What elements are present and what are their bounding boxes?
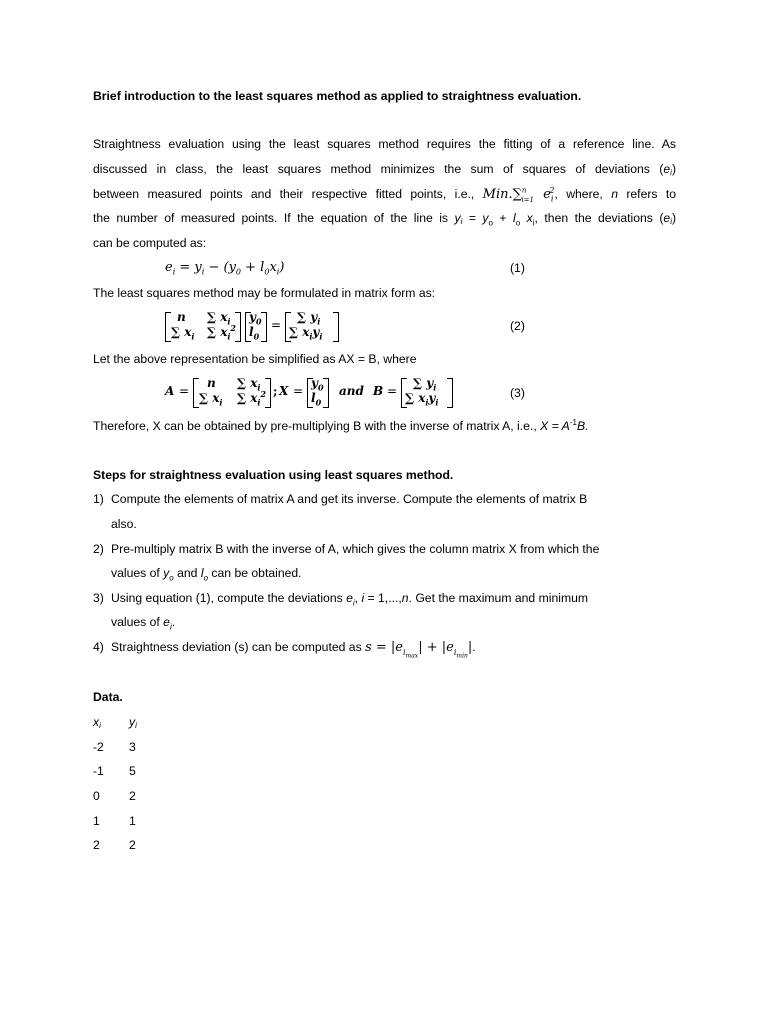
simplify-text: Let the above representation be simplified as AX = B, where xyxy=(93,352,417,366)
step-3-number: 3) xyxy=(93,591,104,605)
data-cell-x: 0 xyxy=(93,789,100,803)
step-2-line-2: values of $y_o$ and $l_o$ can be obtained. xyxy=(111,566,302,583)
intro-line-3-text: between measured points and their respective fitted points, i.e., xyxy=(93,187,475,201)
intro-line-4-text: the number of measured points. If the equation of the line is xyxy=(93,211,449,225)
step-3-line-1: Using equation (1), compute the deviations $e_i$, i = 1,...,n. Get the maximum and minimum xyxy=(111,591,589,608)
intro-line-2 xyxy=(93,162,676,180)
min-label: Min. xyxy=(482,187,513,202)
intro-line-2-sub: i xyxy=(670,168,672,177)
equation-3-label: (3) xyxy=(510,386,525,400)
step-3-maxmin: . Get the maximum and minimum xyxy=(408,591,589,605)
data-cell-y: 3 xyxy=(129,740,136,754)
intro-line-5: can be computed as: xyxy=(93,236,207,250)
step-2-obtained: can be obtained. xyxy=(211,566,302,580)
step-2-values-of: values of xyxy=(111,566,160,580)
data-cell-y: 5 xyxy=(129,764,136,778)
header-y-text: y xyxy=(129,715,136,729)
data-header-y xyxy=(129,715,137,730)
step-3-line-2: values of $e_i$. xyxy=(111,615,176,632)
intro-line-4-mid: , then the deviations ( xyxy=(534,211,664,225)
therefore-text: Therefore, X can be obtained by pre-multiplying B with the inverse of matrix A, i.e., xyxy=(93,419,537,433)
equation-2-matrix: n ∑ $x_i$ ∑ $x_i$ ∑ $x_i^2$ $y_0$ $l_0$ = ∑ $y_i$ ∑ $x_iy_i$ xyxy=(165,310,345,344)
therefore-b: B. xyxy=(576,419,589,433)
equation-3-matrix: A = n ∑ $x_i$ ∑ $x_i$ ∑ $x_i^2$ ; X = $y_0$ $l_0$ and B = ∑ $y_i$ ∑ $x_iy_i$ xyxy=(165,376,455,410)
step-1-line-2: also. xyxy=(111,517,137,531)
intro-line-3-where: , where, xyxy=(554,187,603,201)
step-4-text: Straightness deviation (s) can be computed as xyxy=(111,640,362,654)
straightness-formula: $s = |e_{i_{max}}| + |e_{i_{min}}|$ xyxy=(365,640,473,660)
data-cell-x: 1 xyxy=(93,814,100,828)
n-symbol: n xyxy=(611,187,618,201)
intro-line-2-close: ) xyxy=(671,162,676,176)
data-cell-y: 2 xyxy=(129,789,136,803)
header-x-text: x xyxy=(93,715,100,729)
matrix-intro: The least squares method may be formulated in matrix form as: xyxy=(93,286,436,300)
step-2-number: 2) xyxy=(93,542,104,556)
step-3-range: = 1,..., xyxy=(367,591,402,605)
data-cell-y: 2 xyxy=(129,838,136,852)
header-x-sub: i xyxy=(99,721,101,730)
equation-1: $e_i = y_i - (y_0 + l_0x_i)$ xyxy=(165,260,285,277)
equation-1-label: (1) xyxy=(510,261,525,275)
step-4-number: 4) xyxy=(93,640,104,654)
step-2-line-1: Pre-multiply matrix B with the inverse of A, which gives the column matrix X from which the xyxy=(111,542,600,556)
header-y-sub: i xyxy=(135,721,137,730)
intro-line-1: Straightness evaluation using the least squares method requires the fitting of a reference line. As xyxy=(93,137,676,151)
data-cell-y: 1 xyxy=(129,814,136,828)
step-1-line-1: Compute the elements of matrix A and get its inverse. Compute the elements of matrix B xyxy=(111,492,588,506)
intro-line-3-end: refers to xyxy=(626,187,677,201)
intro-line-2-text: discussed in class, the least squares method minimizes the sum of squares of deviations ( xyxy=(93,162,664,176)
step-4-line-1: Straightness deviation (s) can be computed as $s = |e_{i_{max}}| + |e_{i_{min}}|$. xyxy=(111,640,476,660)
step-3-text: Using equation (1), compute the deviations xyxy=(111,591,343,605)
data-header-x xyxy=(93,715,101,730)
and-word: and xyxy=(339,384,364,398)
intro-line-4: the number of measured points. If the equation of the line is yi = $y_o + l_o$ $x_i$, then the deviations (ei) xyxy=(93,211,677,228)
inverse-exponent: -1 xyxy=(569,417,577,427)
line-eq-y: y xyxy=(454,211,461,225)
steps-heading: Steps for straightness evaluation using least squares method. xyxy=(93,468,454,482)
intro-line-3 xyxy=(93,187,676,202)
therefore-line xyxy=(93,419,588,434)
data-cell-x: 2 xyxy=(93,838,100,852)
intro-line-4-close: ) xyxy=(671,211,677,225)
intro-line-2-sym: e xyxy=(663,162,671,176)
therefore-formula: X = A xyxy=(540,419,570,433)
data-heading: Data. xyxy=(93,690,123,704)
document-title: Brief introduction to the least squares method as applied to straightness evaluation. xyxy=(93,89,582,103)
data-cell-x: -1 xyxy=(93,764,104,778)
equation-2-label: (2) xyxy=(510,319,525,333)
data-cell-x: -2 xyxy=(93,740,104,754)
line-equation: yi = $y_o + l_o$ $x_i$ xyxy=(454,211,535,228)
min-sum-formula: Min.∑$^n_{i=1}$ $e_i^2$ xyxy=(482,185,555,204)
step-3-values-of: values of xyxy=(111,615,160,629)
step-1-number: 1) xyxy=(93,492,104,506)
step-2-and: and xyxy=(177,566,198,580)
